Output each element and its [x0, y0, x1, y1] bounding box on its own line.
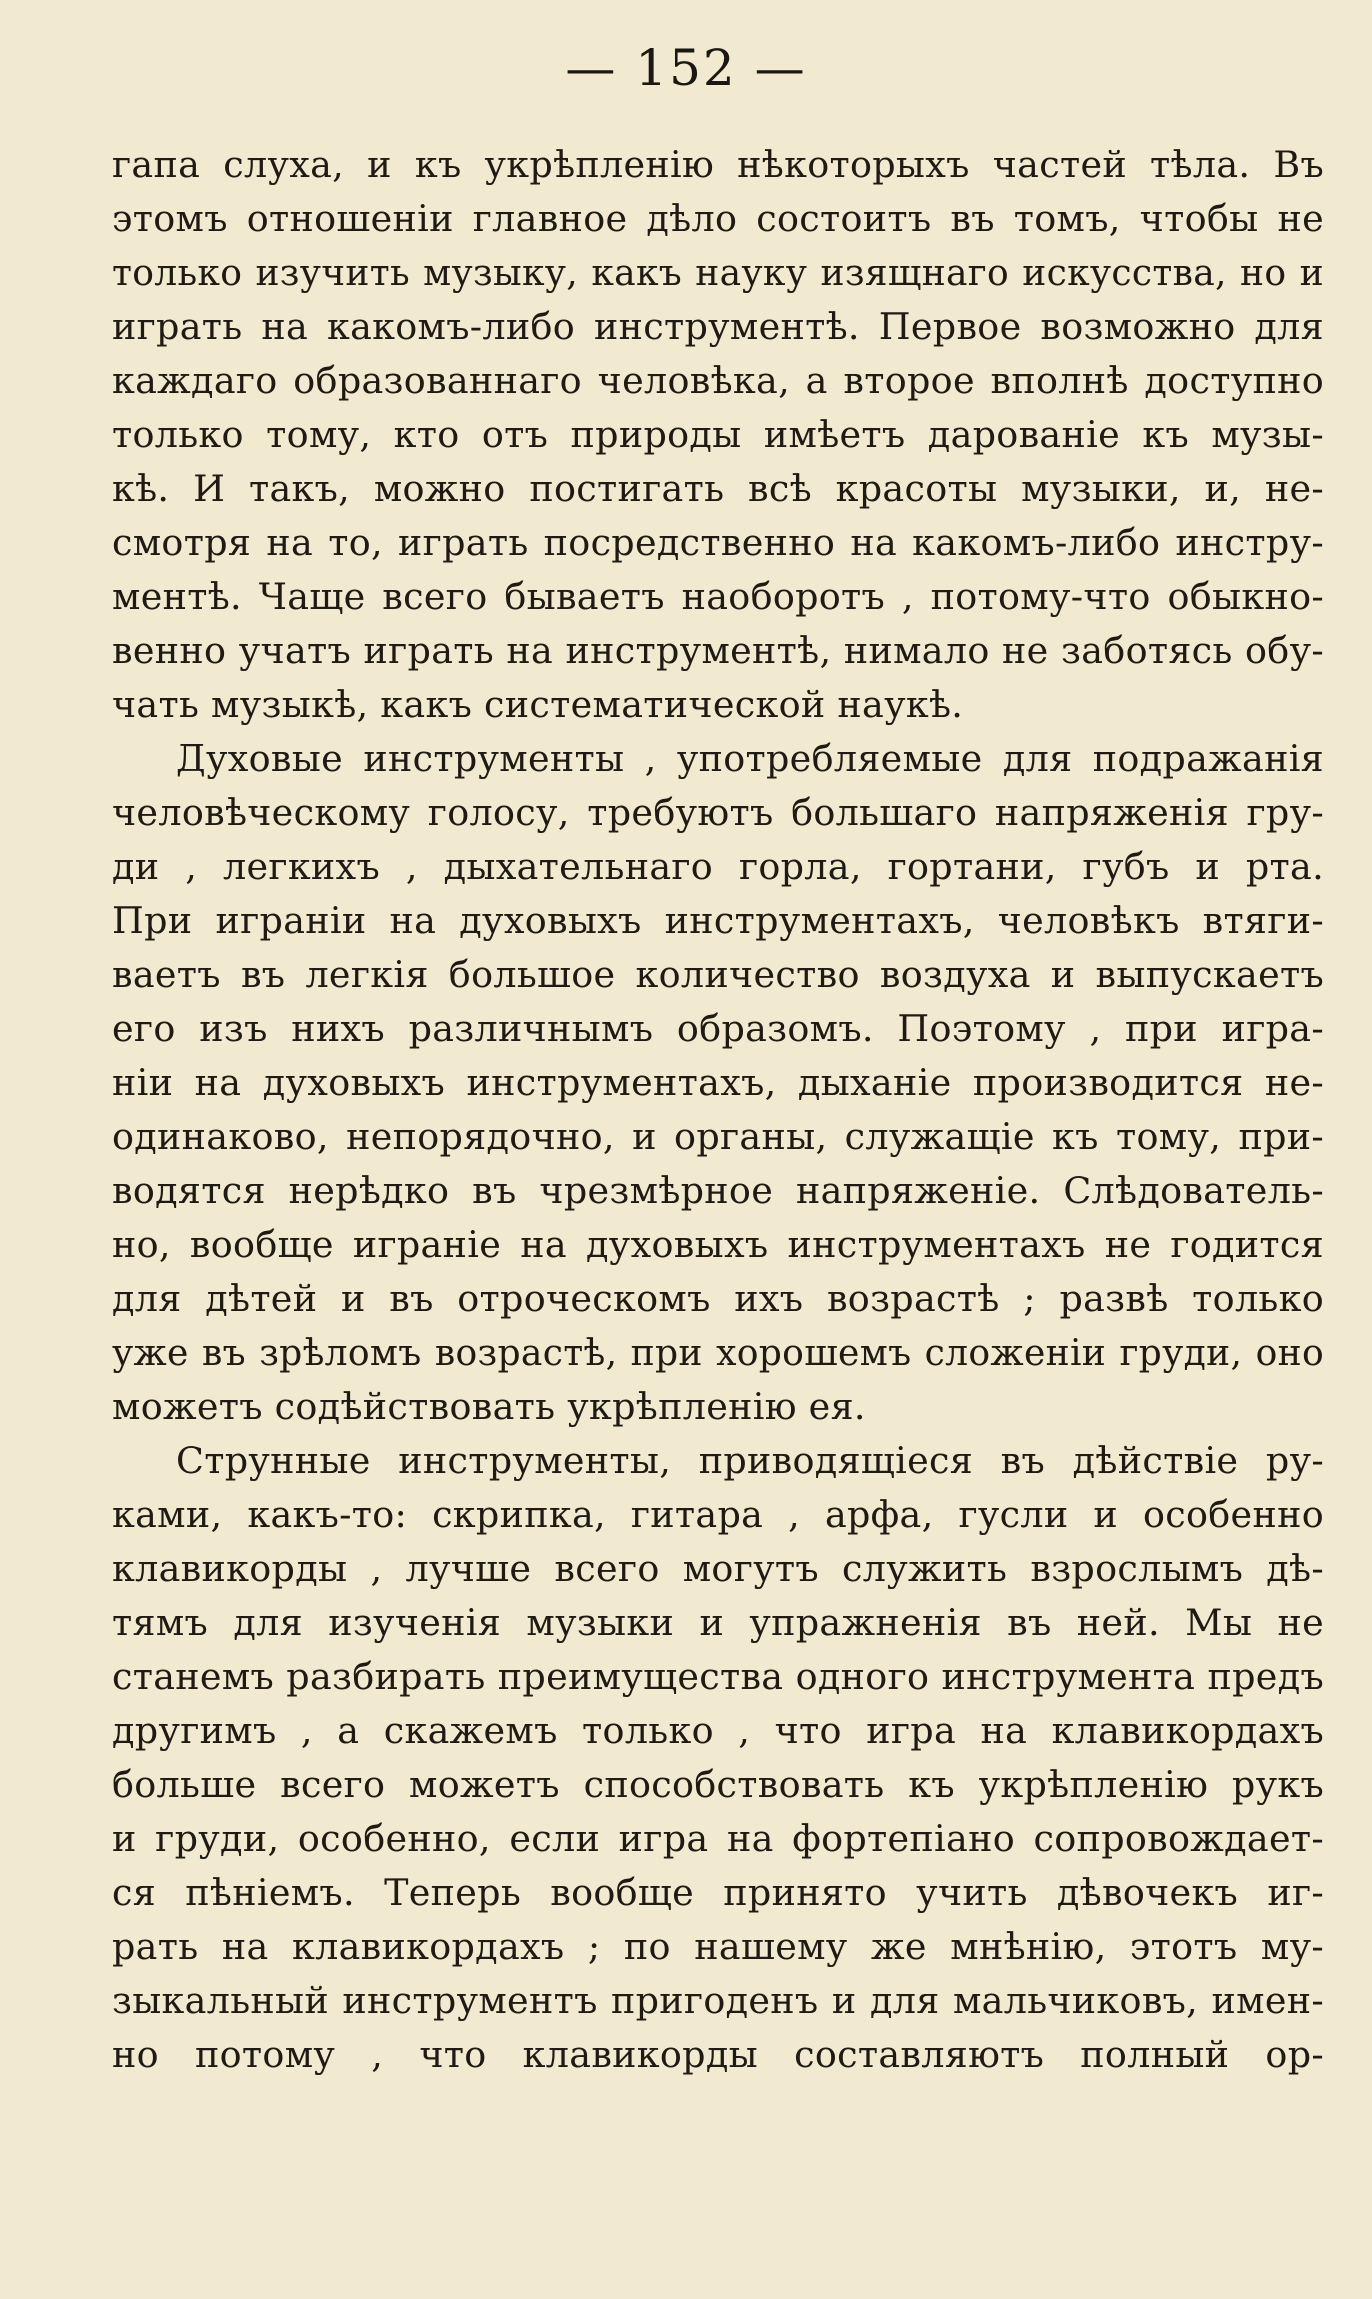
text-line: ками, какъ-то: скрипка, гитара , арфа, гусли и особенно [112, 1493, 1324, 1536]
text-line: уже въ зрѣломъ возрастѣ, при хорошемъ сложеніи груди, оно [112, 1331, 1324, 1374]
page-body-text [112, 138, 1324, 2082]
text-line: ментѣ. Чаще всего бываетъ наоборотъ , потому-что обыкно- [112, 575, 1324, 618]
page-number: — 152 — [565, 39, 807, 97]
text-line: чать музыкѣ, какъ систематической наукѣ. [112, 683, 964, 726]
text-line: играть на какомъ-либо инструментѣ. Первое возможно для [112, 305, 1324, 348]
text-line: каждаго образованнаго человѣка, а второе вполнѣ доступно [112, 359, 1324, 402]
text-line: одинаково, непорядочно, и органы, служащіе къ тому, при- [112, 1115, 1324, 1158]
text-line: клавикорды , лучше всего могутъ служить взрослымъ дѣ- [112, 1547, 1324, 1590]
text-line: ся пѣніемъ. Теперь вообще принято учить дѣвочекъ иг- [112, 1871, 1324, 1914]
text-line: тямъ для изученія музыки и упражненія въ ней. Мы не [112, 1601, 1324, 1644]
text-line: станемъ разбирать преимущества одного инструмента предъ [112, 1655, 1324, 1698]
text-line: смотря на то, играть посредственно на какомъ-либо инстру- [112, 521, 1324, 564]
text-line: больше всего можетъ способствовать къ укрѣпленію рукъ [112, 1763, 1324, 1806]
text-line: Струнные инструменты, приводящіеся въ дѣйствіе ру- [176, 1439, 1324, 1482]
text-line: но потому , что клавикорды составляютъ полный ор- [112, 2033, 1324, 2076]
text-line: для дѣтей и въ отроческомъ ихъ возрастѣ ; развѣ только [112, 1277, 1324, 1320]
text-line: и груди, особенно, если игра на фортепіано сопровождает- [112, 1817, 1324, 1860]
text-line: венно учатъ играть на инструментѣ, нимало не заботясь обу- [112, 629, 1324, 672]
text-line: гапа слуха, и къ укрѣпленію нѣкоторыхъ частей тѣла. Въ [112, 143, 1324, 186]
text-line: Духовые инструменты , употребляемые для подражанія [176, 737, 1324, 780]
text-line: только тому, кто отъ природы имѣетъ дарованіе къ музы- [112, 413, 1324, 456]
text-line: можетъ содѣйствовать укрѣпленію ея. [112, 1385, 866, 1428]
text-line: ніи на духовыхъ инструментахъ, дыханіе производится не- [112, 1061, 1324, 1104]
text-line: водятся нерѣдко въ чрезмѣрное напряженіе. Слѣдователь- [112, 1169, 1324, 1212]
text-line: этомъ отношеніи главное дѣло состоитъ въ томъ, чтобы не [112, 197, 1324, 240]
text-line: только изучить музыку, какъ науку изящнаго искусства, но и [112, 252, 1324, 294]
text-line: человѣческому голосу, требуютъ большаго напряженія гру- [112, 791, 1324, 834]
text-line: кѣ. И такъ, можно постигать всѣ красоты музыки, и, не- [112, 467, 1324, 510]
text-line: его изъ нихъ различнымъ образомъ. Поэтому , при игра- [112, 1007, 1324, 1050]
text-line: рать на клавикордахъ ; по нашему же мнѣнію, этотъ му- [112, 1925, 1324, 1968]
text-line: ваетъ въ легкія большое количество воздуха и выпускаетъ [112, 953, 1324, 996]
text-line: При играніи на духовыхъ инструментахъ, человѣкъ втяги- [112, 899, 1324, 942]
text-line: ди , легкихъ , дыхательнаго горла, гортани, губъ и рта. [112, 845, 1324, 888]
text-line: но, вообще играніе на духовыхъ инструментахъ не годится [112, 1223, 1324, 1266]
text-line: другимъ , а скажемъ только , что игра на клавикордахъ [112, 1709, 1324, 1752]
text-line: зыкальный инструментъ пригоденъ и для мальчиковъ, имен- [112, 1979, 1324, 2022]
